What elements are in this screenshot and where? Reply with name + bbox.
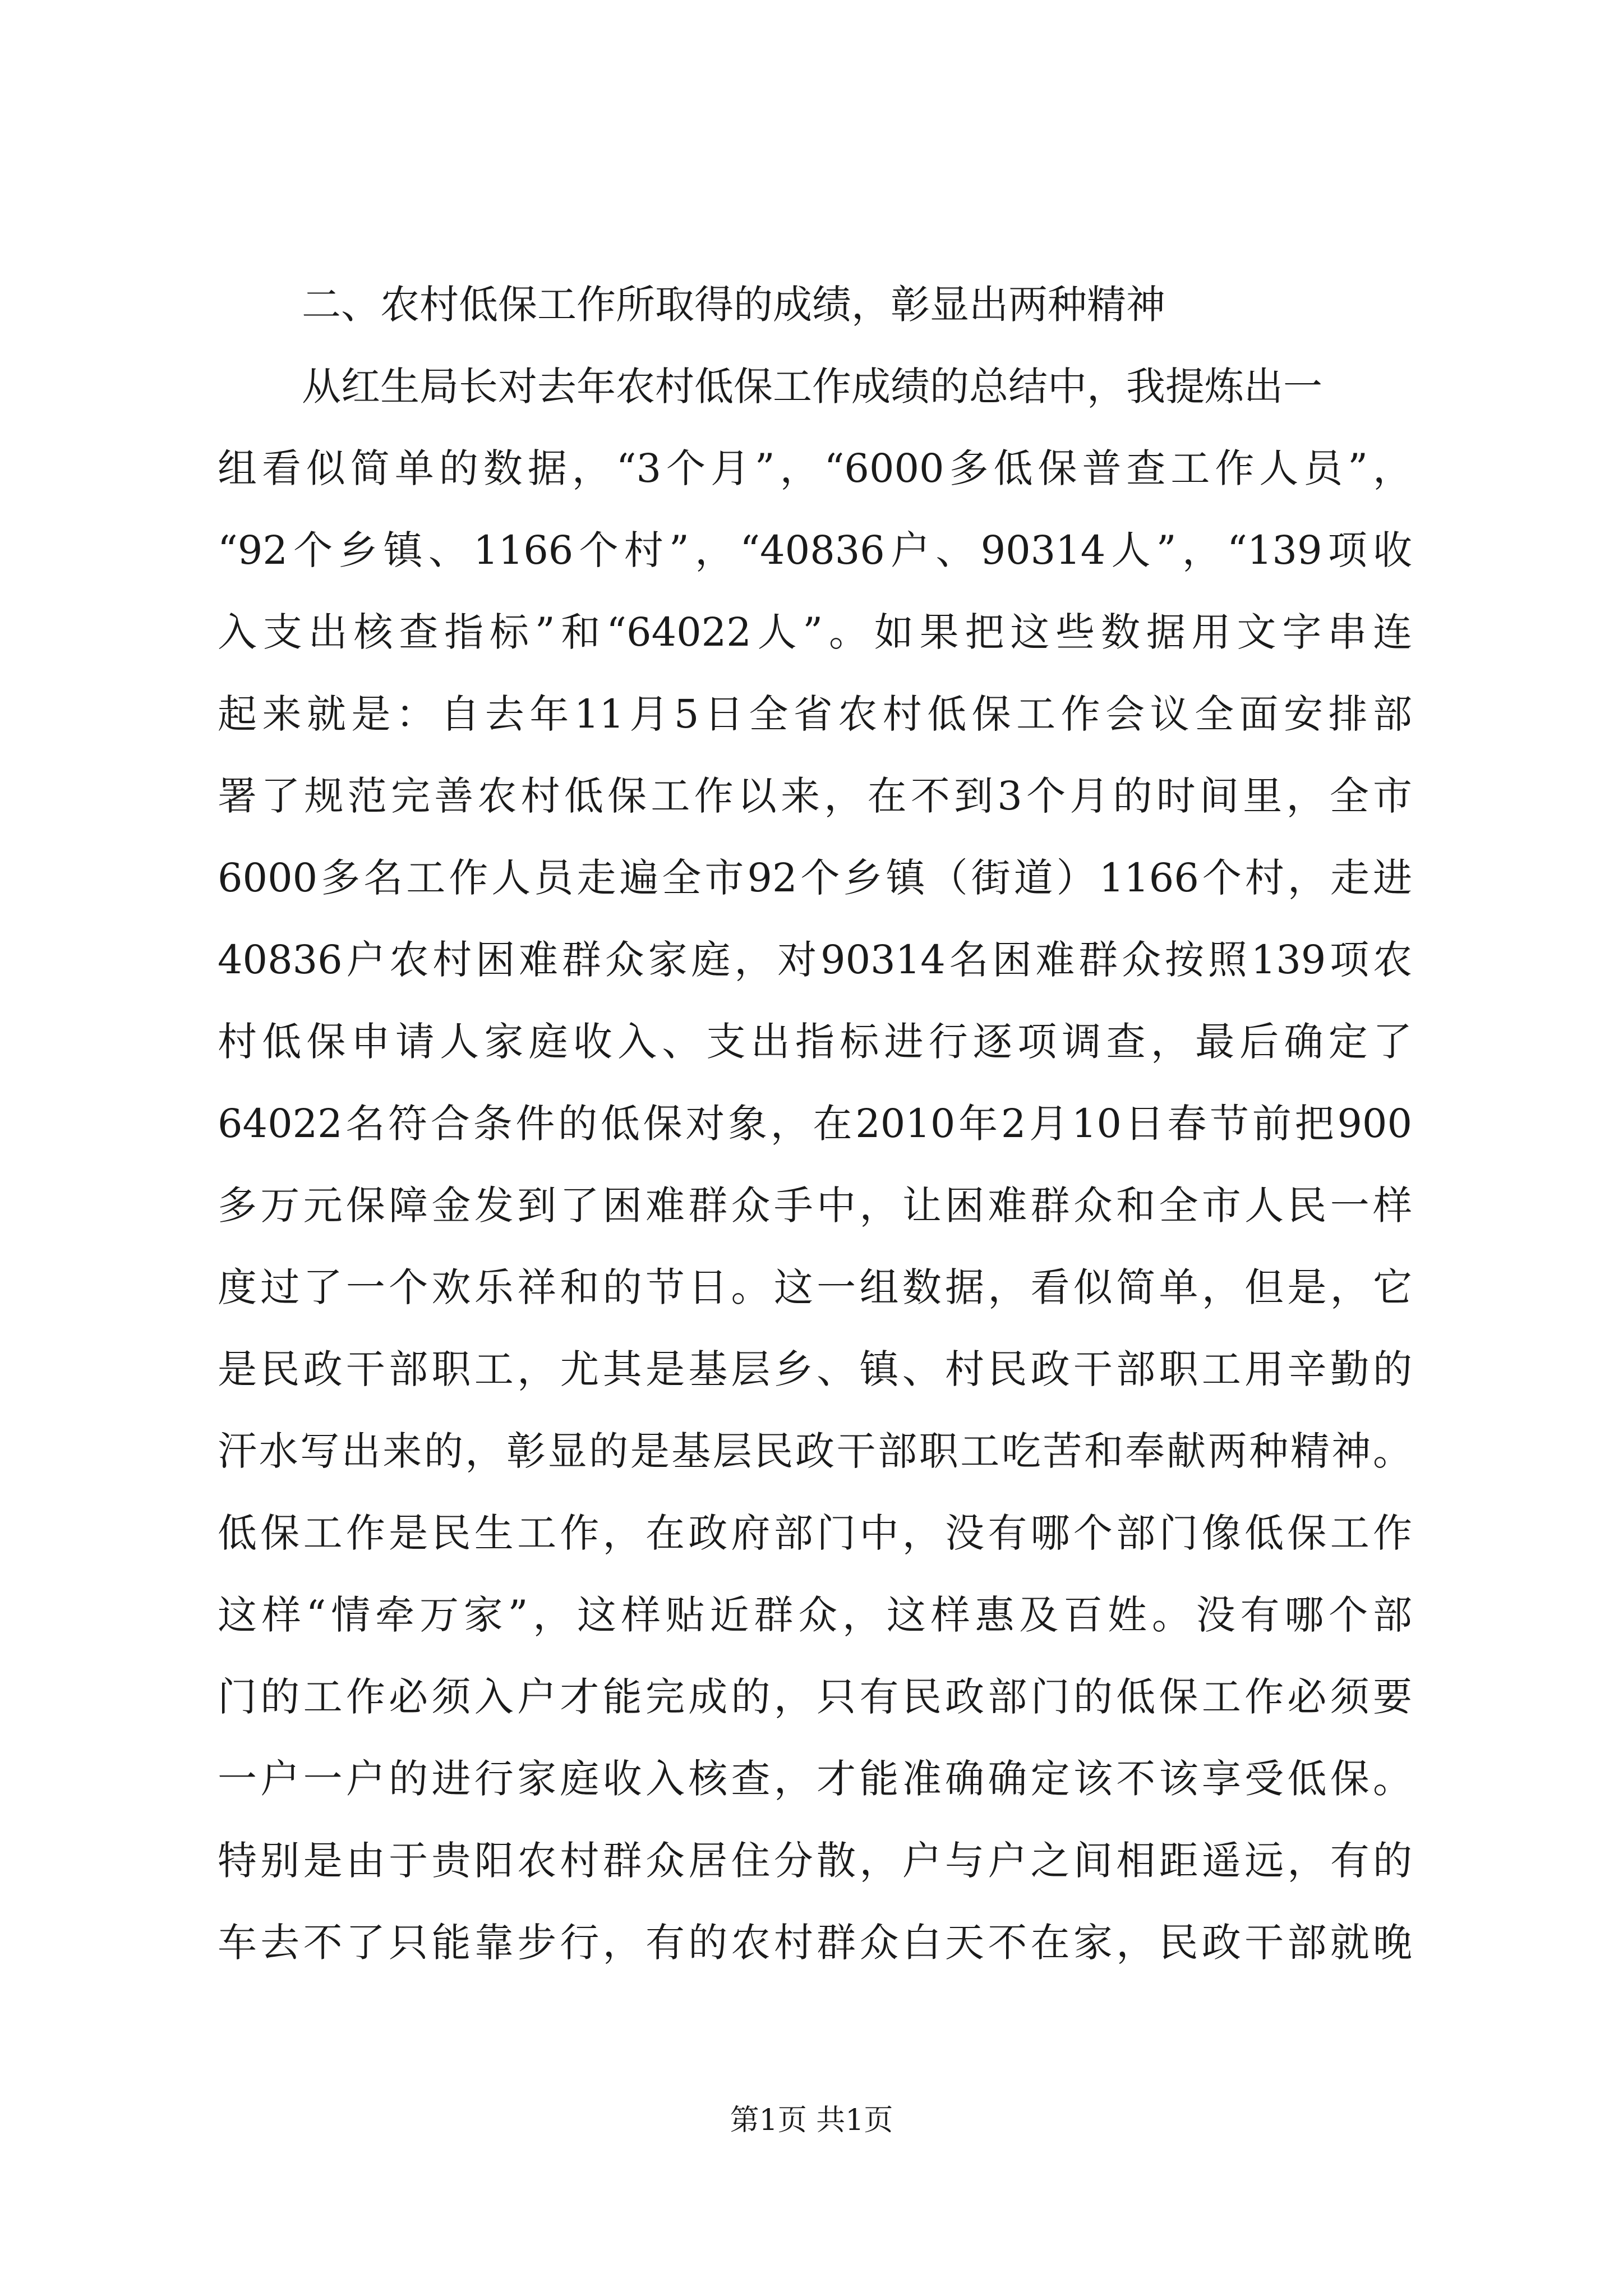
paragraph-line: 这样“情牵万家”，这样贴近群众，这样惠及百姓。没有哪个部 [218,1592,1412,1638]
paragraph-line: 从红生局长对去年农村低保工作成绩的总结中，我提炼出一 [302,364,1322,409]
paragraph-line: 村低保申请人家庭收入、支出指标进行逐项调查，最后确定了 [218,1019,1412,1065]
paragraph-line: 低保工作是民生工作，在政府部门中，没有哪个部门像低保工作 [218,1510,1412,1556]
paragraph-line: 64022名符合条件的低保对象，在2010年2月10日春节前把900 [218,1101,1412,1147]
paragraph-line: 署了规范完善农村低保工作以来，在不到3个月的时间里，全市 [218,773,1412,819]
paragraph-line: “92个乡镇、1166个村”，“40836户、90314人”，“139项收 [218,527,1412,573]
paragraph-line: 是民政干部职工，尤其是基层乡、镇、村民政干部职工用辛勤的 [218,1346,1412,1392]
paragraph-line: 多万元保障金发到了困难群众手中，让困难群众和全市人民一样 [218,1182,1412,1228]
paragraph-line: 特别是由于贵阳农村群众居住分散，户与户之间相距遥远，有的 [218,1838,1412,1884]
paragraph-line: 一户一户的进行家庭收入核查，才能准确确定该不该享受低保。 [218,1756,1412,1802]
paragraph-line: 门的工作必须入户才能完成的，只有民政部门的低保工作必须要 [218,1674,1412,1720]
section-heading: 二、农村低保工作所取得的成绩，彰显出两种精神 [302,282,1165,328]
paragraph-line: 度过了一个欢乐祥和的节日。这一组数据，看似简单，但是，它 [218,1264,1412,1310]
paragraph-line: 组看似简单的数据，“3个月”，“6000多低保普查工作人员”， [218,445,1412,491]
paragraph-line: 6000多名工作人员走遍全市92个乡镇（街道）1166个村，走进 [218,855,1412,901]
paragraph-line: 入支出核查指标”和“64022人”。如果把这些数据用文字串连 [218,609,1412,655]
paragraph-line: 车去不了只能靠步行，有的农村群众白天不在家，民政干部就晚 [218,1920,1412,1966]
paragraph-line: 汗水写出来的，彰显的是基层民政干部职工吃苦和奉献两种精神。 [218,1428,1412,1474]
page-footer: 第1页 共1页 [730,2104,893,2137]
paragraph-line: 40836户农村困难群众家庭，对90314名困难群众按照139项农 [218,937,1412,983]
paragraph-line: 起来就是：自去年11月5日全省农村低保工作会议全面安排部 [218,691,1412,737]
body-text [218,264,1412,1984]
